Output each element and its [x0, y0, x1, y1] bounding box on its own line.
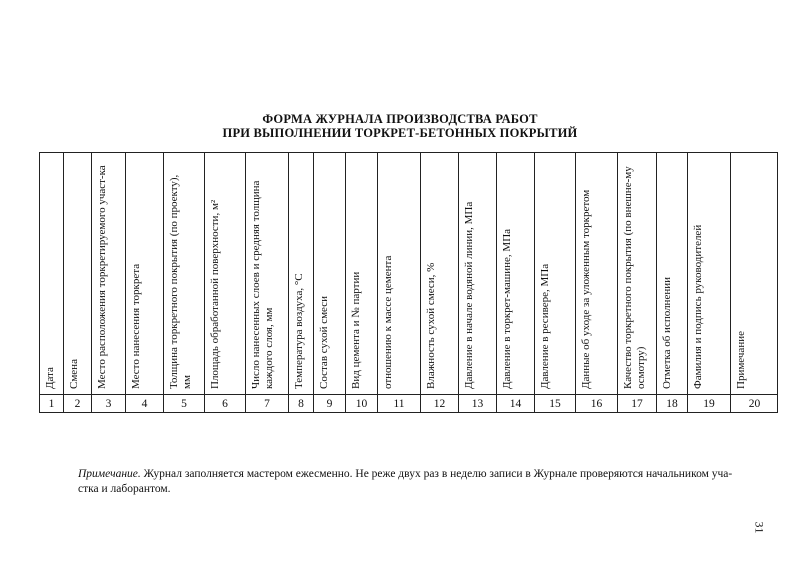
- column-header-6: [204, 152, 245, 394]
- column-header-2: [63, 152, 91, 394]
- column-header-5: [163, 152, 204, 394]
- column-header-17: [617, 152, 656, 394]
- column-header-text: Место нанесения торкрета: [130, 263, 142, 389]
- column-header-text: Давление в начале водяной линии, МПа: [463, 201, 475, 389]
- column-header-11: [377, 152, 420, 394]
- table-right-border: [777, 152, 778, 413]
- column-number-14: 14: [496, 394, 534, 413]
- column-number-18: 18: [656, 394, 687, 413]
- column-header-13: [458, 152, 496, 394]
- column-header-text: Давление в торкрет-машине, МПа: [501, 228, 513, 389]
- column-header-12: [420, 152, 458, 394]
- column-number-7: 7: [245, 394, 288, 413]
- column-header-16: [575, 152, 617, 394]
- column-header-15: [534, 152, 575, 394]
- table-bottom-border: [39, 412, 778, 413]
- column-header-text: Место расположения торкретируемого участ-ка: [96, 165, 108, 389]
- column-header-10: [345, 152, 377, 394]
- column-number-20: 20: [730, 394, 778, 413]
- page-title-line-2: ПРИ ВЫПОЛНЕНИИ ТОРКРЕТ-БЕТОННЫХ ПОКРЫТИЙ: [222, 126, 578, 140]
- column-number-4: 4: [125, 394, 163, 413]
- column-number-5: 5: [163, 394, 204, 413]
- column-number-3: 3: [91, 394, 125, 413]
- column-number-17: 17: [617, 394, 656, 413]
- column-header-text: Данные об уходе за уложенным торкретом: [580, 189, 592, 389]
- column-number-11: 11: [377, 394, 420, 413]
- column-number-12: 12: [420, 394, 458, 413]
- footnote-text: Журнал заполняется мастером ежесменно. Не реже двух раз в неделю записи в Журнале проверяются начальником уча-стка и лаборантом.: [78, 468, 733, 495]
- column-number-2: 2: [63, 394, 91, 413]
- footnote-label: Примечание.: [78, 468, 141, 480]
- column-header-text: Качество торкретного покрытия (по внешне-му осмотру): [622, 166, 647, 389]
- column-header-text: Площадь обработанной поверхности, м²: [209, 199, 221, 389]
- column-header-9: [313, 152, 345, 394]
- column-header-text: Температура воздуха, °С: [293, 273, 305, 389]
- column-header-4: [125, 152, 163, 394]
- page-number: 31: [752, 521, 767, 534]
- column-header-14: [496, 152, 534, 394]
- column-header-18: [656, 152, 687, 394]
- column-number-15: 15: [534, 394, 575, 413]
- column-header-text: Давление в ресивере, МПа: [539, 263, 551, 389]
- column-number-8: 8: [288, 394, 313, 413]
- column-header-7: [245, 152, 288, 394]
- column-header-text: Смена: [68, 359, 80, 389]
- column-header-text: Отметка об исполнении: [661, 277, 673, 389]
- column-number-13: 13: [458, 394, 496, 413]
- column-header-text: отношению к массе цемента: [382, 255, 394, 389]
- column-number-9: 9: [313, 394, 345, 413]
- column-header-text: Примечание: [735, 331, 747, 389]
- column-number-10: 10: [345, 394, 377, 413]
- column-header-20: [730, 152, 778, 394]
- column-number-19: 19: [687, 394, 730, 413]
- column-header-text: Дата: [44, 367, 56, 389]
- column-header-text: Толщина торкретного покрытия (по проекту), мм: [168, 174, 193, 389]
- column-number-16: 16: [575, 394, 617, 413]
- column-header-3: [91, 152, 125, 394]
- column-header-1: [39, 152, 63, 394]
- column-header-text: Число нанесенных слоев и средняя толщина каждого слоя, мм: [250, 180, 275, 389]
- column-header-text: Состав сухой смеси: [318, 296, 330, 389]
- column-header-8: [288, 152, 313, 394]
- page-title-line-1: ФОРМА ЖУРНАЛА ПРОИЗВОДСТВА РАБОТ: [262, 112, 538, 126]
- column-header-text: Влажность сухой смеси, %: [425, 262, 437, 389]
- footnote: [78, 467, 738, 497]
- column-header-19: [687, 152, 730, 394]
- column-header-text: Вид цемента и № партии: [350, 271, 362, 389]
- column-number-1: 1: [39, 394, 63, 413]
- column-number-6: 6: [204, 394, 245, 413]
- column-header-text: Фамилия и подпись руководителей: [692, 224, 704, 389]
